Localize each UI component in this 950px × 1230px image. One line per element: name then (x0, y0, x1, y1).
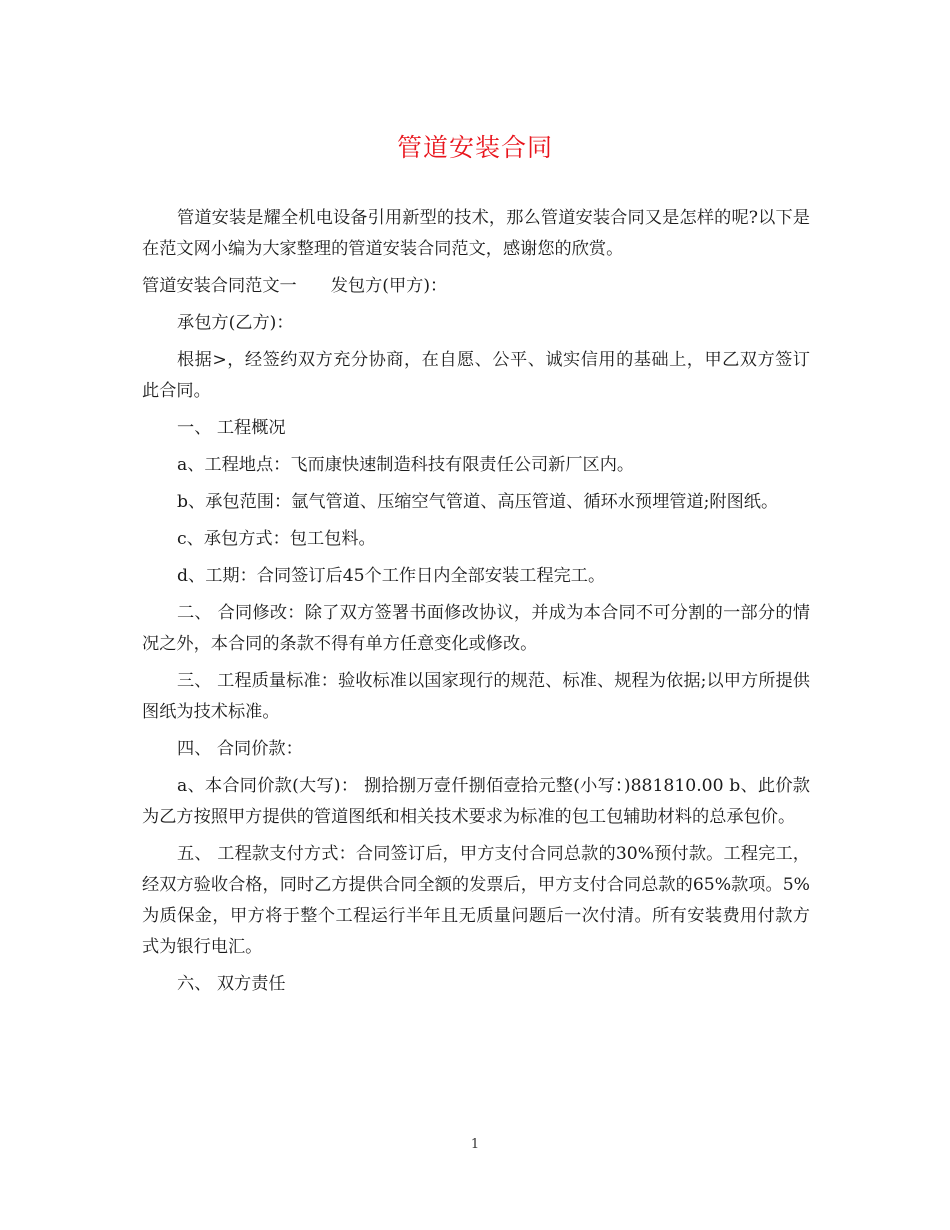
clause-1d: d、工期：合同签订后45个工作日内全部安装工程完工。 (177, 566, 606, 586)
party-a-label: 发包方(甲方)： (330, 276, 448, 296)
party-b-label: 承包方(乙方)： (177, 313, 294, 333)
sample-heading: 管道安装合同范文一 (142, 276, 297, 296)
clause-4a: a、本合同价款(大写)： 捌拾捌万壹仟捌佰壹拾元整(小写：)881810.00 b、此价款为乙方按照甲方提供的管道图纸和相关技术要求为标准的包工包辅助材料的总承包价。 (142, 776, 810, 827)
page-number: 1 (470, 1137, 480, 1152)
clause-1b: b、承包范围：氩气管道、压缩空气管道、高压管道、循环水预埋管道;附图纸。 (177, 492, 779, 512)
section-4-heading: 四、 合同价款： (177, 739, 303, 759)
preamble-paragraph: 根据>，经签约双方充分协商，在自愿、公平、诚实信用的基础上，甲乙双方签订此合同。 (142, 350, 810, 401)
section-6-heading: 六、 双方责任 (177, 974, 286, 994)
clause-1c: c、承包方式：包工包料。 (177, 529, 376, 549)
section-5-paragraph: 五、 工程款支付方式：合同签订后，甲方支付合同总款的30%预付款。工程完工，经双方验收合格，同时乙方提供合同全额的发票后，甲方支付合同总款的65%款项。5%为质保金，甲方将于整个工程运行半年且无质量问题后一次付清。所有安装费用付款方式为银行电汇。 (142, 844, 810, 957)
section-2-paragraph: 二、 合同修改：除了双方签署书面修改协议，并成为本合同不可分割的一部分的情况之外，本合同的条款不得有单方任意变化或修改。 (142, 603, 810, 654)
section-3-paragraph: 三、 工程质量标准：验收标准以国家现行的规范、标准、规程为依据;以甲方所提供图纸为技术标准。 (142, 671, 810, 722)
clause-1a: a、工程地点：飞而康快速制造科技有限责任公司新厂区内。 (177, 455, 635, 475)
section-1-heading: 一、 工程概况 (177, 418, 286, 438)
document-title: 管道安装合同 (396, 133, 553, 162)
intro-paragraph: 管道安装是耀全机电设备引用新型的技术，那么管道安装合同又是怎样的呢?以下是在范文网小编为大家整理的管道安装合同范文，感谢您的欣赏。 (142, 208, 810, 259)
sample-heading-row (142, 271, 810, 302)
document-body (142, 203, 810, 1006)
